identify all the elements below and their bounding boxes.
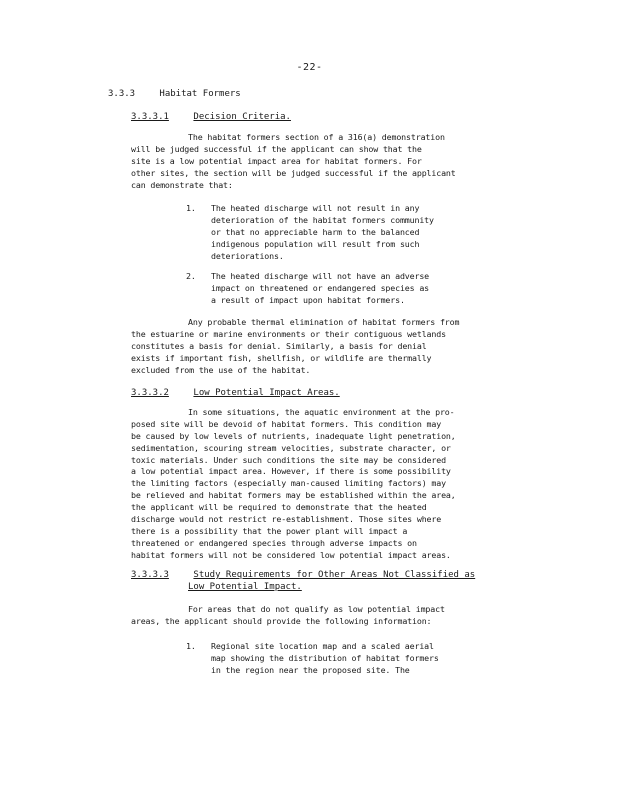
subsection-heading-2	[131, 388, 340, 398]
text-line: other sites, the section will be judged successful if the applicant	[131, 167, 456, 178]
text-line: a low potential impact area. However, if there is some possibility	[131, 466, 451, 477]
text-line: the limiting factors (especially man-caused limiting factors) may	[131, 478, 446, 489]
paragraph-study-requirements	[131, 604, 526, 628]
text-line: indigenous population will result from such	[211, 238, 420, 249]
text-line: or that no appreciable harm to the balanced	[211, 226, 420, 237]
list-item	[186, 271, 486, 307]
text-line: impact on threatened or endangered species as	[211, 282, 430, 293]
text-line: threatened or endangered species through adverse impacts on	[131, 537, 417, 548]
subsection-title-3-line2: Low Potential Impact.	[188, 582, 302, 592]
text-line: The heated discharge will not result in any	[211, 203, 420, 213]
list-marker: 1.	[186, 641, 196, 651]
text-line: site is a low potential impact area for habitat formers. For	[131, 155, 422, 166]
subsection-number-1: 3.3.3.1	[131, 112, 169, 122]
paragraph-low-potential	[131, 407, 526, 562]
text-line: be relieved and habitat formers may be established within the area,	[131, 490, 456, 501]
section-heading	[108, 89, 241, 99]
subsection-heading-3	[131, 570, 475, 580]
text-line: the estuarine or marine environments or their contiguous wetlands	[131, 328, 446, 339]
text-line: in the region near the proposed site. The	[211, 664, 410, 675]
page-number: -22-	[296, 62, 323, 73]
subsection-title-1: Decision Criteria.	[193, 112, 291, 122]
list-marker: 1.	[186, 203, 196, 213]
text-line: The habitat formers section of a 316(a) demonstration	[188, 132, 445, 142]
section-number: 3.3.3	[108, 89, 136, 99]
text-line: The heated discharge will not have an adverse	[211, 271, 430, 281]
subsection-number-2: 3.3.3.2	[131, 388, 169, 398]
text-line: map showing the distribution of habitat formers	[211, 652, 439, 663]
text-line: there is a possibility that the power plant will impact a	[131, 525, 408, 536]
subsection-heading-1	[131, 112, 291, 122]
text-line: the applicant will be required to demonstrate that the heated	[131, 502, 427, 513]
list-marker: 2.	[186, 271, 196, 281]
text-line: deteriorations.	[211, 250, 284, 261]
text-line: will be judged successful if the applicant can show that the	[131, 143, 422, 154]
paragraph-decision-criteria	[131, 132, 526, 191]
subsection-title-3: Study Requirements for Other Areas Not Classified as	[193, 570, 476, 580]
paragraph-denial-basis	[131, 317, 526, 376]
text-line: excluded from the use of the habitat.	[131, 364, 311, 375]
text-line: can demonstrate that:	[131, 179, 233, 190]
text-line: constitutes a basis for denial. Similarly, a basis for denial	[131, 340, 427, 351]
list-item	[186, 641, 486, 677]
text-line: Any probable thermal elimination of habitat formers from	[188, 317, 460, 327]
text-line: a result of impact upon habitat formers.	[211, 294, 405, 305]
text-line: In some situations, the aquatic environment at the pro-	[188, 407, 455, 417]
text-line: be caused by low levels of nutrients, inadequate light penetration,	[131, 430, 456, 441]
text-line: exists if important fish, shellfish, or wildlife are thermally	[131, 352, 432, 363]
text-line: posed site will be devoid of habitat formers. This condition may	[131, 418, 442, 429]
section-title: Habitat Formers	[159, 89, 241, 99]
text-line: sedimentation, scouring stream velocities, substrate character, or	[131, 442, 451, 453]
subsection-title-2: Low Potential Impact Areas.	[193, 388, 340, 398]
text-line: Regional site location map and a scaled aerial	[211, 641, 434, 651]
text-line: For areas that do not qualify as low potential impact	[188, 604, 445, 614]
subsection-heading-3-cont	[188, 582, 302, 592]
subsection-number-3: 3.3.3.3	[131, 570, 169, 580]
text-line: toxic materials. Under such conditions the site may be considered	[131, 454, 446, 465]
text-line: habitat formers will not be considered low potential impact areas.	[131, 549, 451, 560]
text-line: areas, the applicant should provide the following information:	[131, 615, 432, 626]
list-item	[186, 203, 486, 263]
text-line: discharge would not restrict re-establishment. Those sites where	[131, 514, 442, 525]
text-line: deterioration of the habitat formers community	[211, 214, 434, 225]
